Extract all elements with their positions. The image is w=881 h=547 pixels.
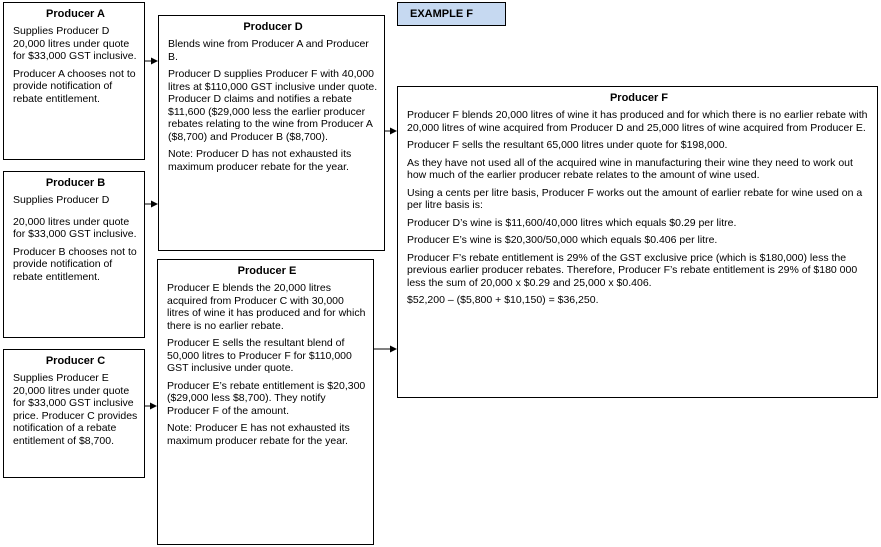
producer-f-text: Producer D’s wine is $11,600/40,000 litres which equals $0.29 per litre.: [407, 216, 737, 229]
producer-f-title: Producer F: [609, 92, 669, 104]
producer-c-text: Supplies Producer E 20,000 litres under quote for $33,000 GST inclusive price. Producer C provides notification of a rebate entitlement of $8,700.: [13, 372, 138, 447]
producer-b-text: Supplies Producer D: [13, 194, 110, 206]
producer-a-title: Producer A: [46, 8, 105, 20]
producer-d-text: Blends wine from Producer A and Producer B.: [168, 38, 369, 63]
producer-e-text: Producer E blends the 20,000 litres acquired from Producer C with 30,000 litres of wine it has produced and for which there is no earlier rebate.: [167, 282, 366, 332]
producer-b-text: 20,000 litres under quote for $33,000 GST inclusive.: [13, 215, 137, 240]
producer-e-text: Producer E sells the resultant blend of 50,000 litres to Producer F for $110,000 GST inclusive under quote.: [167, 337, 352, 374]
producer-b-text: Producer B chooses not to provide notification of rebate entitlement.: [13, 245, 137, 283]
producer-d-text: Producer D supplies Producer F with 40,000 litres at $110,000 GST inclusive under quote. Producer D claims and notifies a rebate $11,600 ($29,000 less the earlier producer rebates relating to the wine from Producer A ($8,700) and Producer B ($8,700).: [168, 68, 378, 143]
producer-f-text: $52,200 – ($5,800 + $10,150) = $36,250.: [407, 294, 599, 306]
producer-a-text: Supplies Producer D 20,000 litres under quote for $33,000 GST inclusive.: [13, 25, 137, 62]
producer-d-title: Producer D: [243, 21, 303, 33]
producer-b-title: Producer B: [45, 177, 106, 189]
producer-f-text: Producer E’s wine is $20,300/50,000 which equals $0.406 per litre.: [407, 234, 718, 246]
producer-f-text: Using a cents per litre basis, Producer F works out the amount of earlier rebate for wine used on a per litre basis is:: [407, 186, 863, 211]
example-label: EXAMPLE F: [397, 2, 506, 26]
producer-a-text: Producer A chooses not to provide notification of rebate entitlement.: [13, 67, 136, 105]
producer-f-text: Producer F blends 20,000 litres of wine it has produced and for which there is no earlier rebate with 20,000 litres of wine acquired from Producer D and 25,000 litres of wine acquired from Producer E.: [407, 109, 868, 134]
producer-e-text: Note: Producer E has not exhausted its maximum producer rebate for the year.: [167, 422, 350, 447]
producer-f-text: Producer F sells the resultant 65,000 litres under quote for $198,000.: [407, 139, 728, 151]
producer-d-text: Note: Producer D has not exhausted its maximum producer rebate for the year.: [168, 148, 352, 173]
producer-c-title: Producer C: [45, 355, 106, 367]
producer-f-text: As they have not used all of the acquired wine in manufacturing their wine they need to work out how much of the earlier producer rebate relates to the amount of wine used.: [407, 156, 853, 181]
producer-e-title: Producer E: [237, 265, 297, 277]
producer-e-text: Producer E’s rebate entitlement is $20,300 ($29,000 less $8,700). They notify Producer F of the amount.: [167, 379, 366, 417]
producer-f-text: Producer F’s rebate entitlement is 29% of the GST exclusive price (which is $180,000) less the previous earlier producer rebates. Therefore, Producer F’s rebate entitlement is 29% of $180 000 less the sum of 20,000 x $0.29 and 25,000 x $0.406.: [407, 251, 858, 289]
